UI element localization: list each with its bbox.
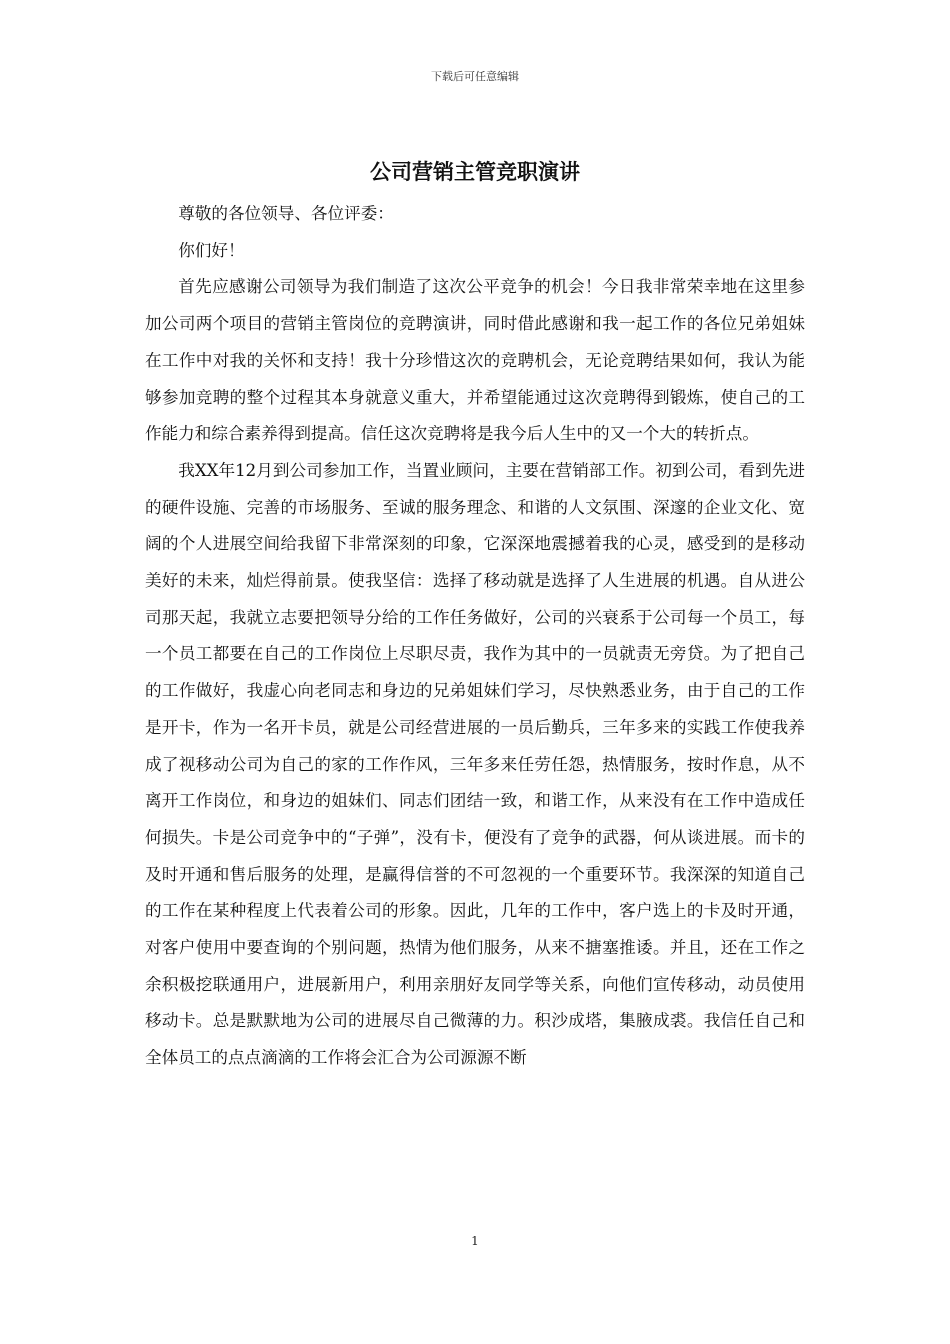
document-body (145, 196, 805, 1077)
header-note: 下载后可任意编辑 (431, 70, 519, 83)
paragraph-greeting: 你们好！ (178, 240, 245, 260)
document-title: 公司营销主管竞职演讲 (370, 159, 580, 184)
paragraph-intro: 首先应感谢公司领导为我们制造了这次公平竞争的机会！今日我非常荣幸地在这里参加公司两个项目的营销主管岗位的竞聘演讲，同时借此感谢和我一起工作的各位兄弟姐妹在工作中对我的关怀和支持！我十分珍惜这次的竞聘机会，无论竞聘结果如何，我认为能够参加竞聘的整个过程其本身就意义重大，并希望能通过这次竞聘得到锻炼，使自己的工作能力和综合素养得到提高。信任这次竞聘将是我今后人生中的又一个大的转折点。 (145, 277, 805, 444)
page-number: 1 (471, 1234, 479, 1248)
paragraph-experience: 我XX年12月到公司参加工作，当置业顾问，主要在营销部工作。初到公司，看到先进的硬件设施、完善的市场服务、至诚的服务理念、和谐的人文氛围、深邃的企业文化、宽阔的个人进展空间给我留下非常深刻的印象，它深深地震撼着我的心灵，感受到的是移动美好的未来，灿烂得前景。使我坚信：选择了移动就是选择了人生进展的机遇。自从进公司那天起，我就立志要把领导分给的工作任务做好，公司的兴衰系于公司每一个员工，每一个员工都要在自己的工作岗位上尽职尽责，我作为其中的一员就责无旁贷。为了把自己的工作做好，我虚心向老同志和身边的兄弟姐妹们学习，尽快熟悉业务，由于自己的工作是开卡，作为一名开卡员，就是公司经营进展的一员后勤兵，三年多来的实践工作使我养成了视移动公司为自己的家的工作作风，三年多来任劳任怨，热情服务，按时作息，从不离开工作岗位，和身边的姐妹们、同志们团结一致，和谐工作，从来没有在工作中造成任何损失。卡是公司竞争中的“子弹”，没有卡，便没有了竞争的武器，何从谈进展。而卡的及时开通和售后服务的处理，是赢得信誉的不可忽视的一个重要环节。我深深的知道自己的工作在某种程度上代表着公司的形象。因此，几年的工作中，客户选上的卡及时开通，对客户使用中要查询的个别问题，热情为他们服务，从来不搪塞推诿。并且，还在工作之余积极挖联通用户，进展新用户，利用亲朋好友同学等关系，向他们宣传移动，动员使用移动卡。总是默默地为公司的进展尽自己微薄的力。积沙成塔，集腋成裘。我信任自己和全体员工的点点滴滴的工作将会汇合为公司源源不断 (145, 460, 805, 1068)
paragraph-salutation: 尊敬的各位领导、各位评委： (178, 204, 394, 223)
